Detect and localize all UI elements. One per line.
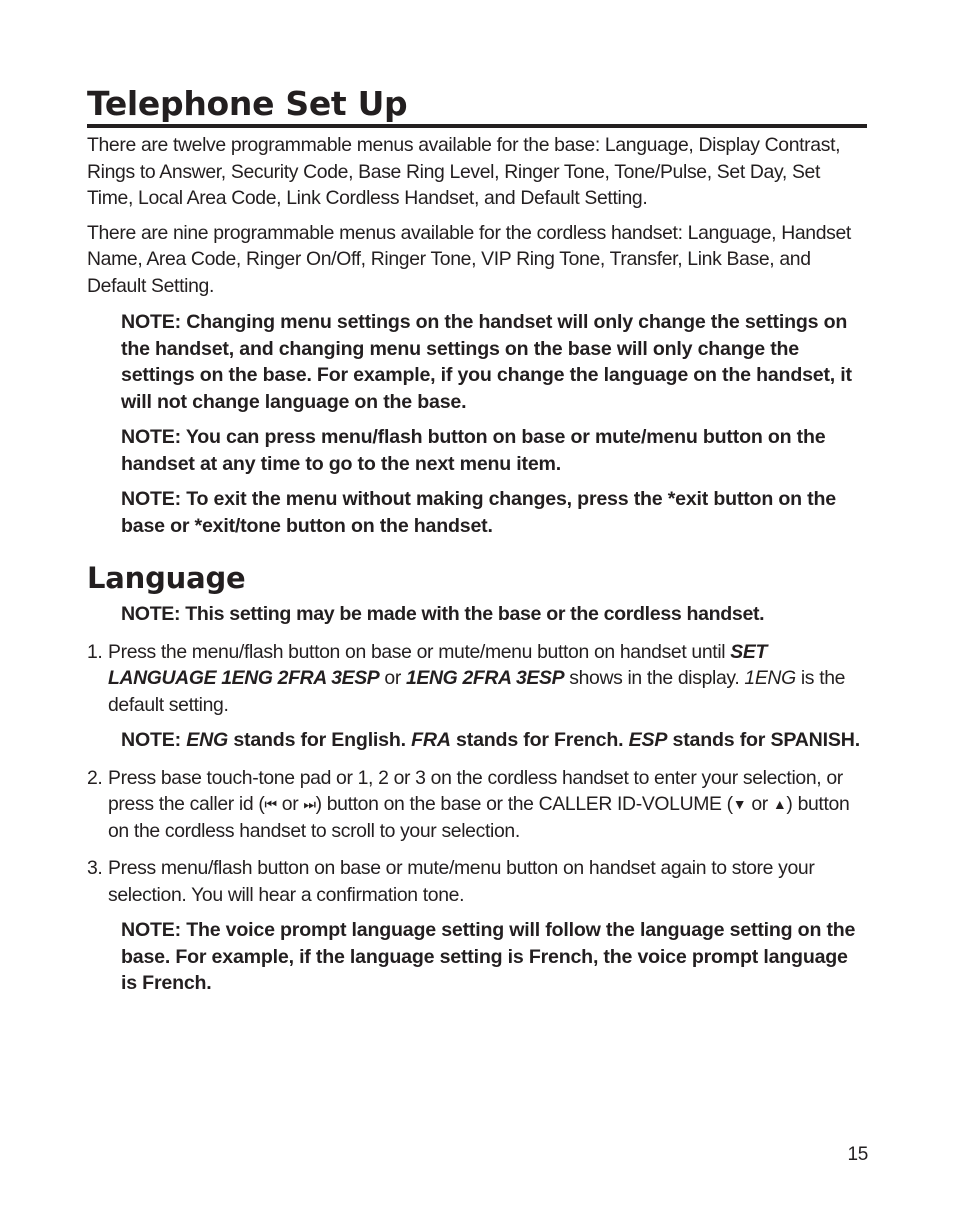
arrow-down-icon: ▼ (732, 796, 747, 812)
abbrev-esp-text: stands for SPANISH. (667, 729, 860, 751)
abbrev-eng-text: stands for English. (228, 729, 412, 751)
page-title: Telephone Set Up (87, 84, 867, 128)
step-text: Press base touch-tone pad or 1, 2 or 3 on the cordless handset to enter your selection, or press the caller id ( (108, 766, 843, 815)
language-heading: Language (87, 561, 246, 595)
note-changing-settings: NOTE: Changing menu settings on the handset will only change the settings on the handset, and changing menu settings on the base will only change the settings on the base. For example, if you change the language on the handset, it will not change language on the base. (121, 311, 852, 413)
abbrev-fra-text: stands for French. (450, 729, 629, 751)
manual-page (87, 84, 867, 997)
abbrev-esp: ESP (628, 729, 668, 751)
skip-forward-icon: ⏭ (303, 796, 316, 812)
step-text: ) button on the cordless handset to scroll to your selection. (108, 793, 850, 842)
note-next-menu-item: NOTE: You can press menu/flash button on base or mute/menu button on the handset at any time to go to the next menu item. (121, 426, 826, 475)
base-menus-paragraph: There are twelve programmable menus available for the base: Language, Display Contrast, Rings to Answer, Security Code, Base Ring Level, Ringer Tone, Tone/Pulse, Set Day, Set Time, Local Area Code, Link Cordless Handset, and Default Setting. (87, 134, 841, 209)
abbrev-eng: ENG (186, 729, 229, 751)
display-text-default: 1ENG (744, 667, 796, 689)
note-language-abbreviations (121, 727, 867, 754)
step-number: 3. (87, 857, 103, 879)
note-voice-prompt: NOTE: The voice prompt language setting will follow the language setting on the base. For example, if the language setting is French, the voice prompt language is French. (121, 919, 856, 994)
arrow-up-icon: ▲ (772, 796, 787, 812)
step-2 (87, 765, 867, 845)
abbrev-fra: FRA (411, 729, 451, 751)
handset-menus-paragraph: There are nine programmable menus available for the cordless handset: Language, Handset Name, Area Code, Ringer On/Off, Ringer Tone, VIP Ring Tone, Transfer, Link Base, and Default Setting. (87, 221, 851, 297)
step-text: or (276, 793, 304, 815)
step-text: shows in the display. (564, 667, 745, 689)
step-text: ) button on the base or the CALLER ID-VOLUME ( (315, 793, 733, 815)
step-text: is the default setting. (108, 667, 846, 716)
step-text: or (379, 667, 406, 689)
step-number: 1. (87, 640, 103, 663)
step-3 (87, 855, 867, 908)
step-1 (87, 639, 867, 719)
display-text-set-language: SET LANGUAGE 1ENG 2FRA 3ESP (108, 640, 767, 689)
skip-back-icon: ⏮ (264, 796, 277, 812)
display-text-options: 1ENG 2FRA 3ESP (406, 667, 565, 689)
step-text: or (746, 793, 773, 815)
note-setting-source: NOTE: This setting may be made with the base or the cordless handset. (121, 603, 765, 625)
step-text: Press the menu/flash button on base or mute/menu button on handset until (108, 640, 731, 663)
note-exit-menu: NOTE: To exit the menu without making changes, press the *exit button on the base or *exit/tone button on the handset. (121, 488, 836, 537)
page-number: 15 (847, 1144, 868, 1165)
step-number: 2. (87, 766, 103, 789)
step-text: Press menu/flash button on base or mute/menu button on handset again to store your selection. You will hear a confirmation tone. (108, 857, 815, 906)
note-prefix: NOTE: (121, 729, 187, 751)
